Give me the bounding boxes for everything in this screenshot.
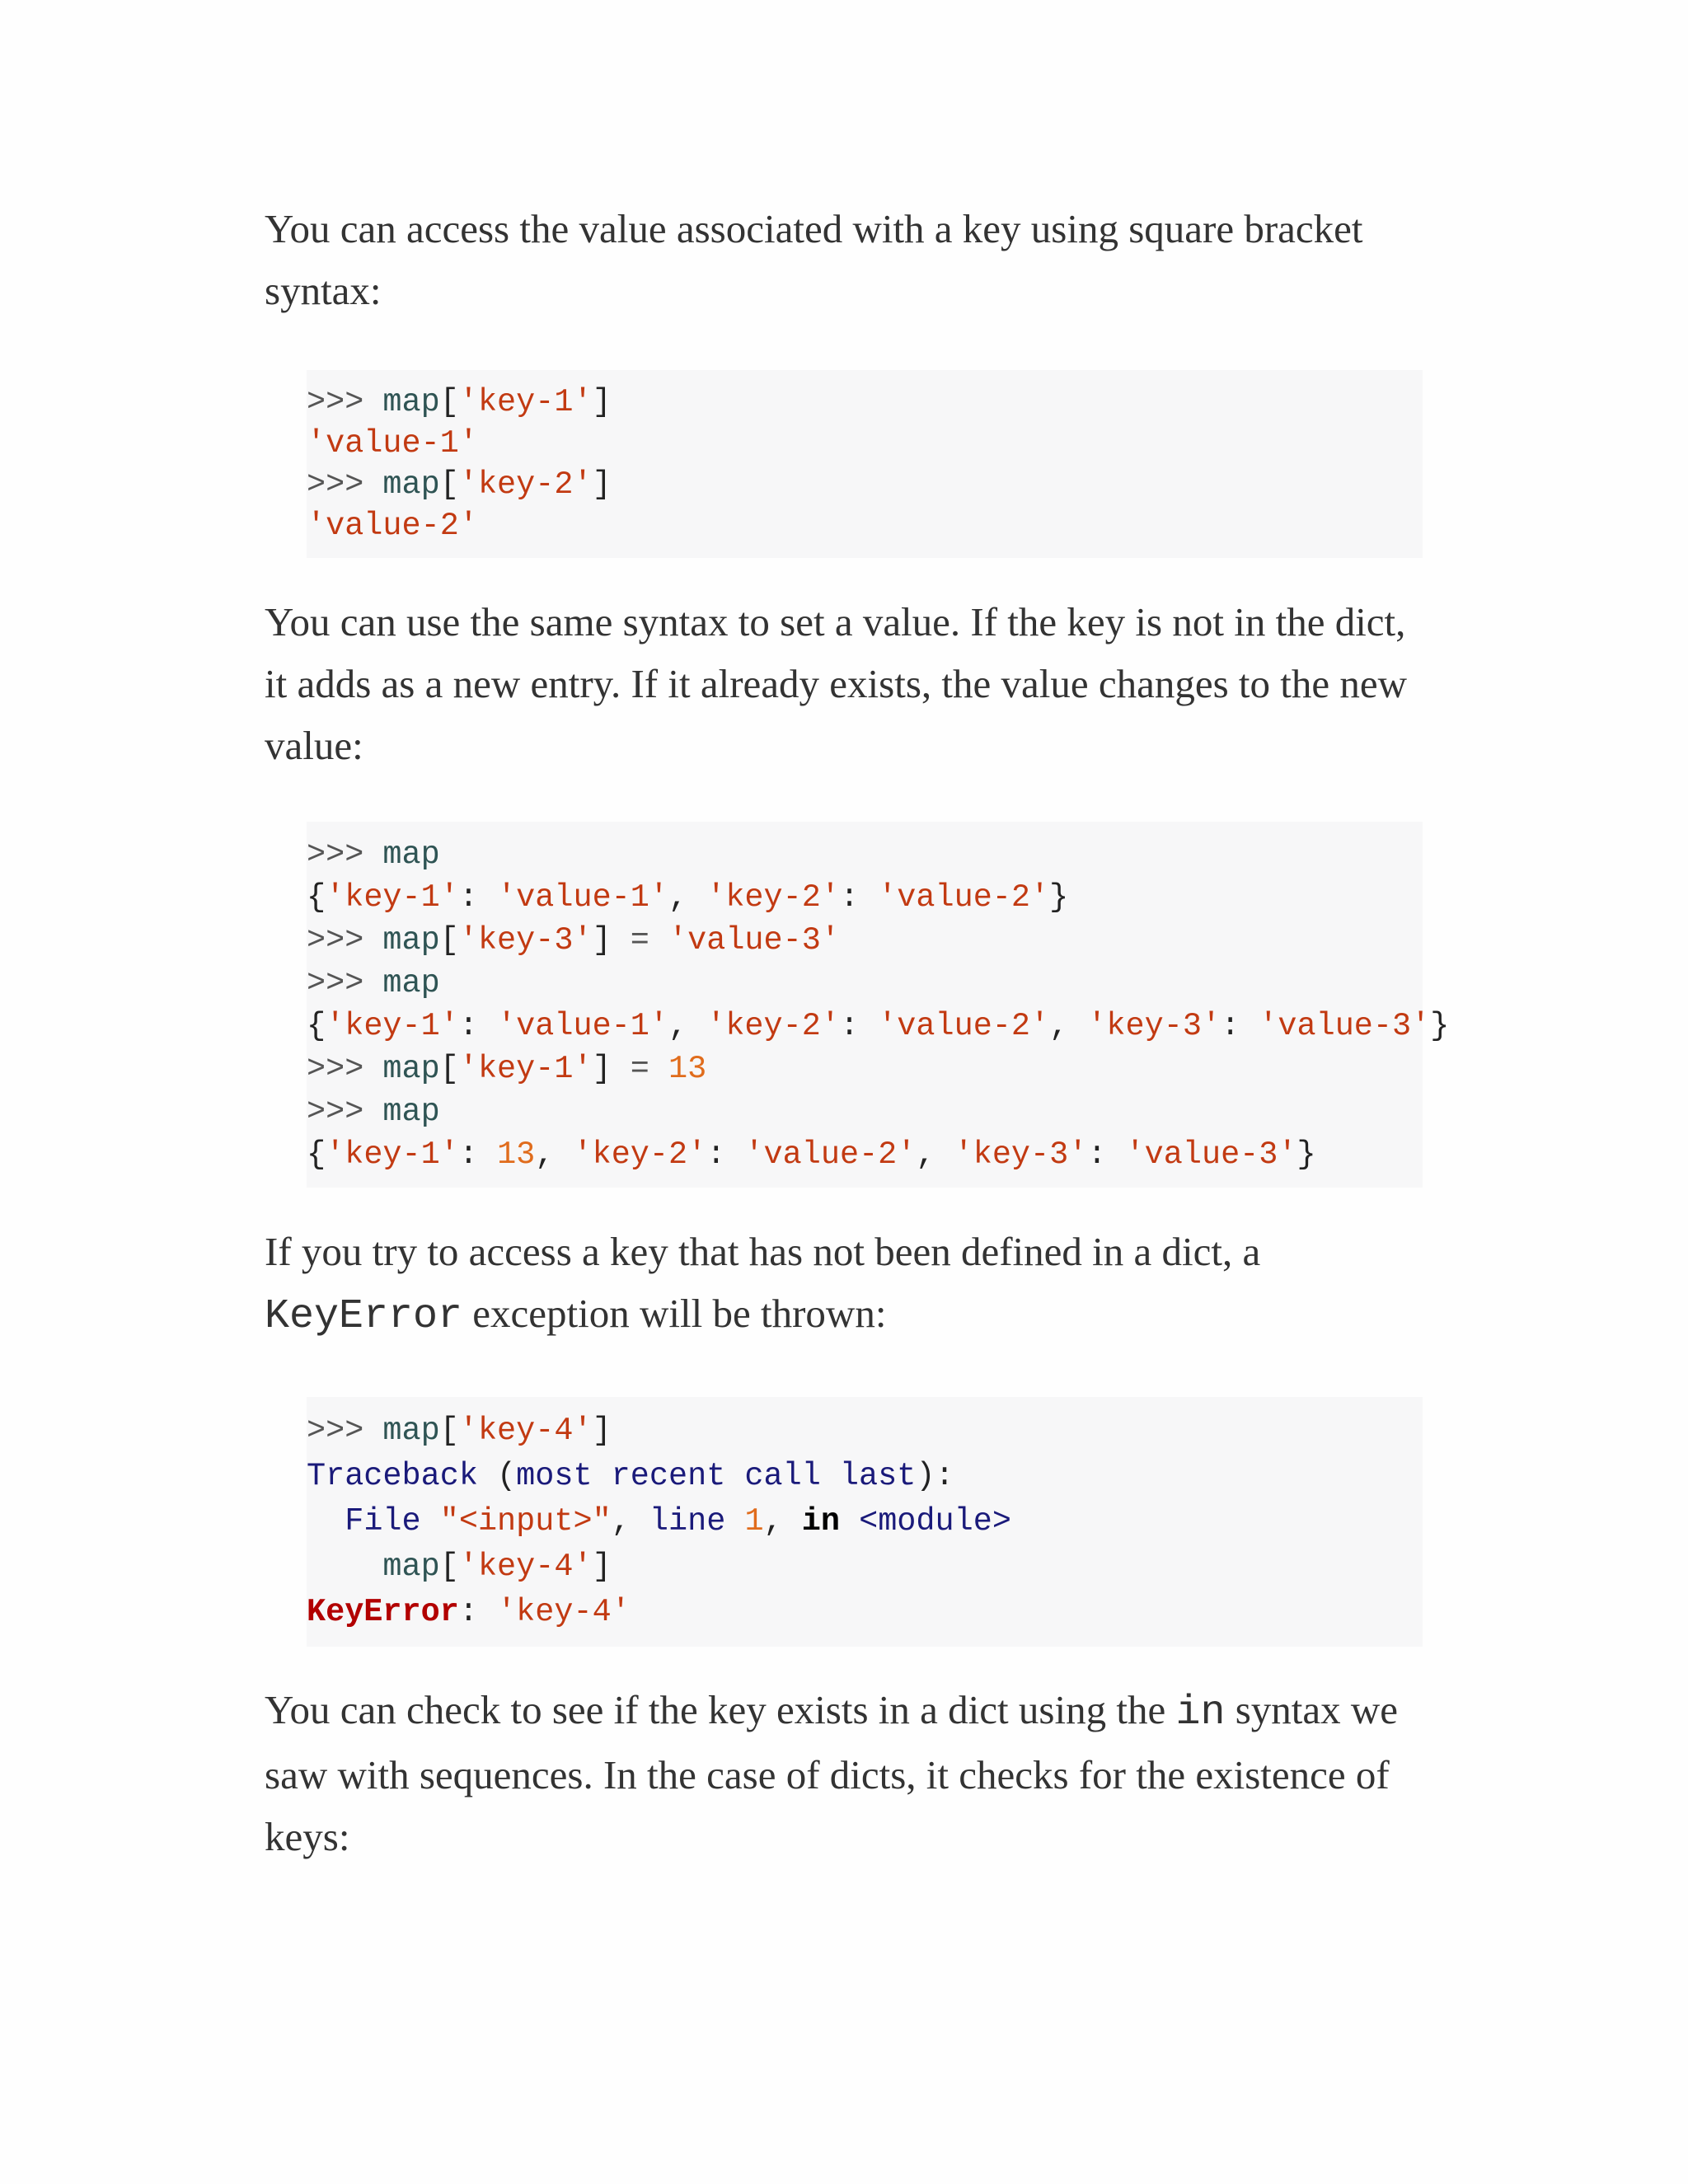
- code-line: >>> map['key-3'] = 'value-3': [307, 922, 840, 958]
- code-line: map['key-4']: [382, 1549, 612, 1585]
- code-line: >>> map['key-4']: [307, 1413, 612, 1449]
- code-line: {'key-1': 13, 'key-2': 'value-2', 'key-3': 'value-3'}: [307, 1137, 1316, 1173]
- code-line: 'value-1': [307, 425, 478, 462]
- inline-code-in: in: [1175, 1690, 1226, 1736]
- code-line: {'key-1': 'value-1', 'key-2': 'value-2', 'key-3': 'value-3'}: [307, 1008, 1450, 1044]
- code-line: Traceback (most recent call last):: [307, 1458, 954, 1494]
- code-line: >>> map: [307, 1094, 440, 1130]
- paragraph-in-syntax: You can check to see if the key exists in a dict using the in syntax we saw with sequences. In the case of dicts, it checks for the existence of keys:: [265, 1687, 1399, 1859]
- code-line: 'value-2': [307, 508, 478, 544]
- code-block-set: [307, 822, 1450, 1188]
- paragraph-square-bracket-access: You can access the value associated with a key using square bracket syntax:: [265, 206, 1363, 313]
- code-line: >>> map['key-1'] = 13: [307, 1051, 707, 1087]
- paragraph-keyerror: If you try to access a key that has not been defined in a dict, a KeyError exception will be thrown:: [265, 1229, 1261, 1340]
- code-block-access: [307, 370, 1423, 558]
- inline-code-keyerror: KeyError: [265, 1293, 463, 1340]
- code-line: KeyError: 'key-4': [307, 1594, 631, 1630]
- code-block-traceback: [307, 1397, 1423, 1647]
- paragraph-set-value: You can use the same syntax to set a value. If the key is not in the dict, it adds as a new entry. If it already exists, the value changes to the new value:: [265, 599, 1408, 768]
- code-line: {'key-1': 'value-1', 'key-2': 'value-2'}: [307, 879, 1069, 916]
- code-line: File "<input>", line 1, in <module>: [345, 1503, 1011, 1540]
- code-line: >>> map: [307, 837, 440, 873]
- code-line: >>> map['key-2']: [307, 466, 612, 503]
- code-line: >>> map['key-1']: [307, 384, 612, 420]
- code-line: >>> map: [307, 965, 440, 1001]
